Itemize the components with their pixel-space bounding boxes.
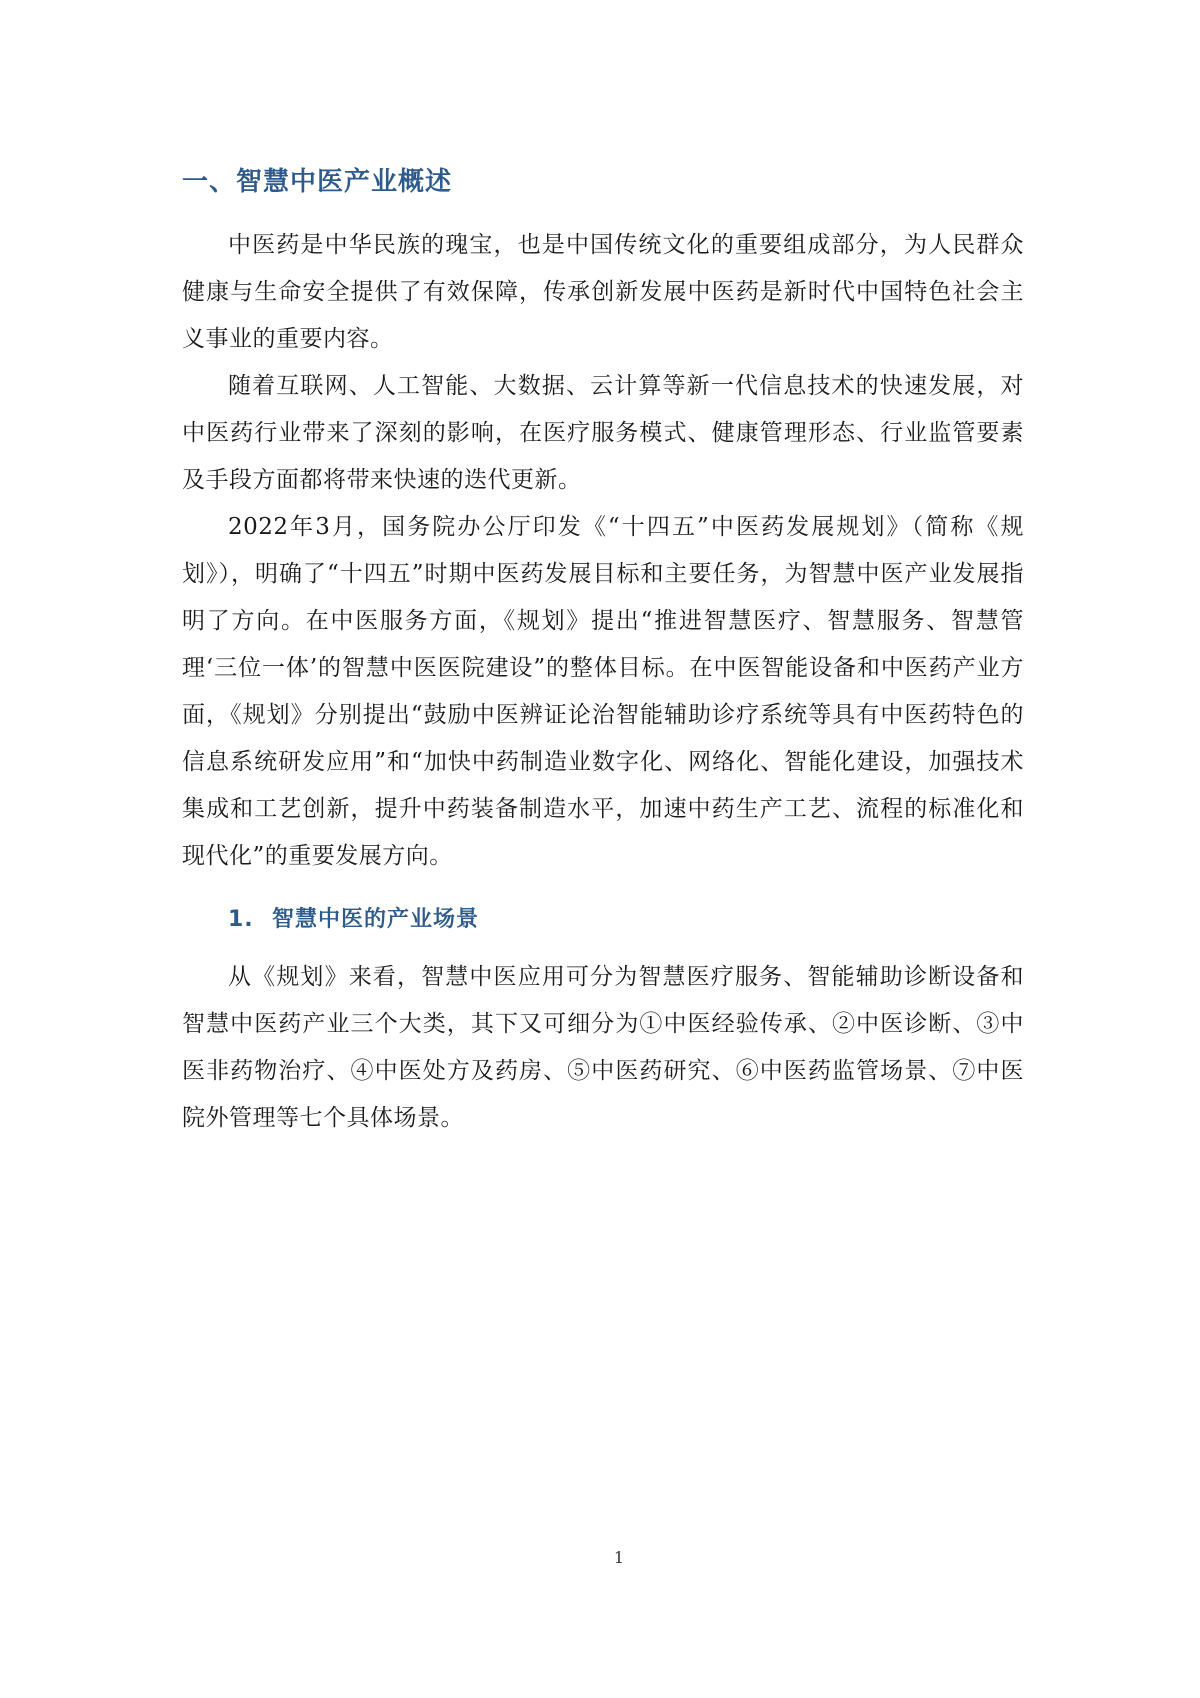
paragraph-technology: 随着互联网、人工智能、大数据、云计算等新一代信息技术的快速发展，对中医药行业带来了深刻的影响，在医疗服务模式、健康管理形态、行业监管要素及手段方面都将带来快速的迭代更新。 bbox=[182, 373, 1024, 493]
paragraph-scenarios: 从《规划》来看，智慧中医应用可分为智慧医疗服务、智能辅助诊断设备和智慧中医药产业三个大类，其下又可细分为①中医经验传承、②中医诊断、③中医非药物治疗、④中医处方及药房、⑤中医药研究、⑥中医药监管场景、⑦中医院外管理等七个具体场景。 bbox=[182, 964, 1024, 1131]
subsection-title: 智慧中医的产业场景 bbox=[272, 907, 480, 932]
section-heading: 一、智慧中医产业概述 bbox=[182, 167, 453, 197]
page-number: 1 bbox=[613, 1548, 625, 1567]
subsection-heading bbox=[182, 900, 1024, 940]
subsection-number: 1. bbox=[228, 907, 254, 932]
paragraph-plan: 2022年3月，国务院办公厅印发《“十四五”中医药发展规划》（简称《规划》），明确了“十四五”时期中医药发展目标和主要任务，为智慧中医产业发展指明了方向。在中医服务方面，《规划》提出“推进智慧医疗、智慧服务、智慧管理‘三位一体’的智慧中医医院建设”的整体目标。在中医智能设备和中医药产业方面，《规划》分别提出“鼓励中医辨证论治智能辅助诊疗系统等具有中医药特色的信息系统研发应用”和“加快中药制造业数字化、网络化、智能化建设，加强技术集成和工艺创新，提升中药装备制造水平，加速中药生产工艺、流程的标准化和现代化”的重要发展方向。 bbox=[182, 514, 1024, 869]
paragraph-intro: 中医药是中华民族的瑰宝，也是中国传统文化的重要组成部分，为人民群众健康与生命安全提供了有效保障，传承创新发展中医药是新时代中国特色社会主义事业的重要内容。 bbox=[182, 232, 1024, 352]
document-body bbox=[182, 160, 1024, 1142]
